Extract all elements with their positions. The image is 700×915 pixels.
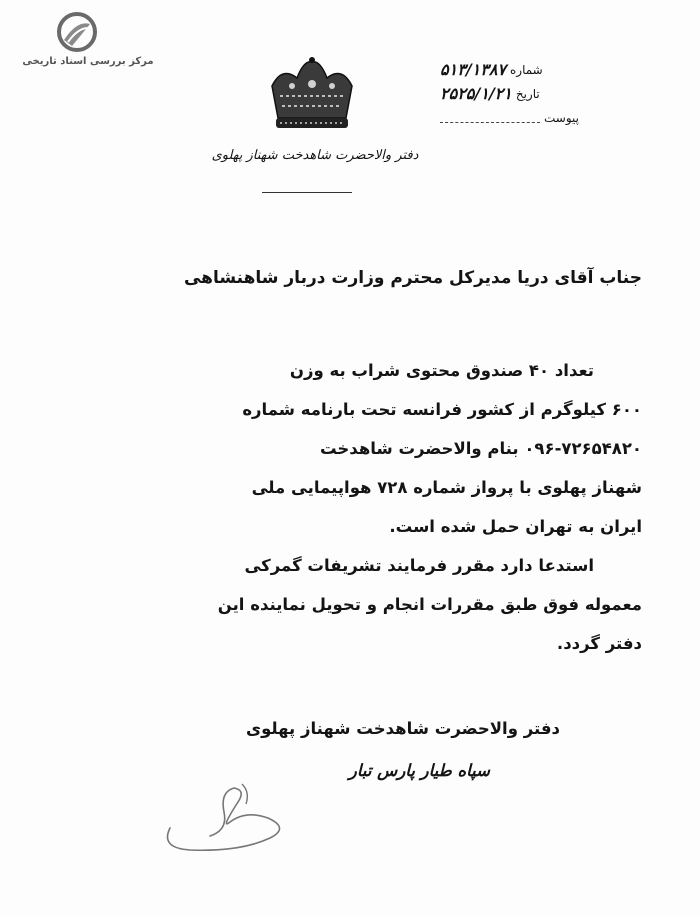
- body-line: دفتر گردد.: [556, 634, 642, 653]
- attachment-label: پیوست: [544, 111, 579, 125]
- attachment-value-blank: [440, 106, 540, 123]
- salutation: جناب آقای دریا مدیرکل محترم وزارت دربار شاهنشاهی: [183, 268, 642, 288]
- number-label: شماره: [510, 63, 543, 77]
- closing-block: [60, 714, 560, 798]
- body-line: ۶۰۰ کیلوگرم از کشور فرانسه تحت بارنامه شماره: [242, 400, 642, 419]
- closing-name: سپاه طیار پارس تبار: [348, 761, 490, 780]
- reference-attachment-row: [440, 106, 660, 130]
- handwritten-signature: [150, 778, 310, 858]
- archive-name: مرکز بررسی اسناد تاریخی: [22, 56, 154, 67]
- body-line: ایران به تهران حمل شده است.: [389, 517, 642, 536]
- body-line: استدعا دارد مقرر فرمایند تشریفات گمرکی: [244, 556, 594, 575]
- reference-block: [440, 58, 660, 130]
- archive-emblem-icon: [52, 12, 102, 54]
- body-line: تعداد ۴۰ صندوق محتوی شراب به وزن: [289, 361, 594, 380]
- date-value: ۲۵۲۵/۱/۲۱: [440, 84, 512, 103]
- body-line: شهناز پهلوی با پرواز شماره ۷۲۸ هواپیمایی ملی: [251, 478, 642, 497]
- office-name: دفتر والاحضرت شاهدخت شهناز پهلوی: [211, 148, 419, 163]
- reference-number-row: [440, 58, 660, 82]
- date-label: تاریخ: [515, 87, 540, 101]
- body-line: معموله فوق طبق مقررات انجام و تحویل نماینده این: [217, 595, 642, 614]
- body-line: ۰۹۶-۷۲۶۵۴۸۲۰ بنام والاحضرت شاهدخت: [319, 439, 642, 458]
- number-value: ۵۱۳/۱۳۸۷: [440, 60, 506, 79]
- letterhead-divider: [262, 192, 352, 193]
- letter-body: [62, 356, 642, 668]
- crown-icon: [262, 56, 362, 136]
- closing-office: دفتر والاحضرت شاهدخت شهناز پهلوی: [245, 719, 560, 738]
- reference-date-row: [440, 82, 660, 106]
- archive-logo: [18, 12, 154, 72]
